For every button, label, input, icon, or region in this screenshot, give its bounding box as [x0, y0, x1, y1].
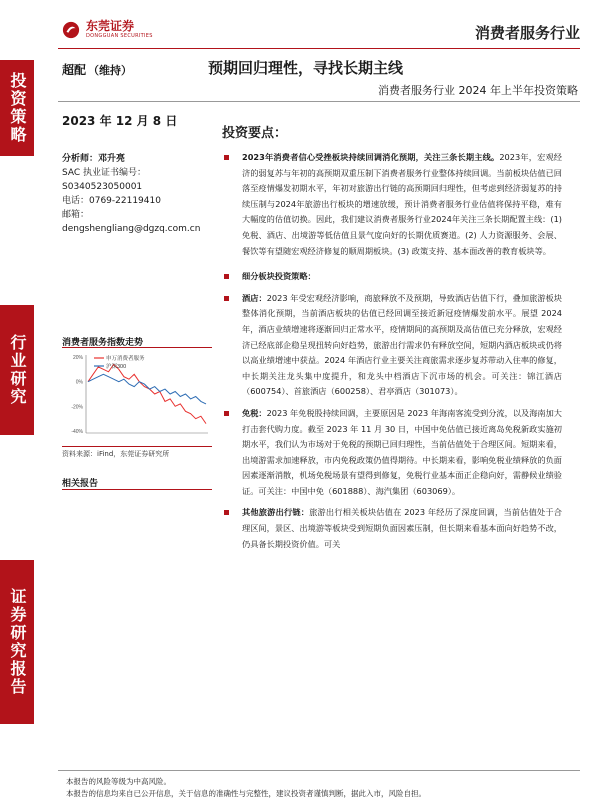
- analyst-email-label: 邮箱：: [62, 210, 90, 220]
- related-rule: [62, 489, 212, 490]
- y-tick-label: 20%: [72, 355, 83, 361]
- legend-label-2: 沪深300: [106, 364, 127, 370]
- section-segments: [218, 269, 562, 285]
- analyst-cert-label: SAC 执业证书编号：: [62, 168, 147, 178]
- legend: [94, 354, 145, 370]
- related-reports-heading: 相关报告: [62, 479, 99, 489]
- rating-note: （维持）: [88, 64, 133, 77]
- subsection-dutyfree: [218, 406, 562, 500]
- chart-title: 消费者服务指数走势: [62, 338, 144, 348]
- index-trend-chart: [62, 349, 212, 445]
- bullet-icon: [224, 510, 229, 515]
- chart-top-rule: [62, 347, 212, 348]
- bullet-icon: [224, 296, 229, 301]
- side-tab-label: 投资策略: [8, 72, 27, 144]
- chart-bottom-rule: [62, 446, 212, 447]
- analyst-email[interactable]: dengshengliang@dgzq.com.cn: [62, 224, 201, 234]
- side-tab-industry: [0, 305, 34, 435]
- bullet-icon: [224, 411, 229, 416]
- side-tab-report: [0, 560, 34, 724]
- investment-points-heading: 投资要点：: [222, 126, 288, 141]
- logo-cn-text: 东莞证券: [86, 19, 135, 33]
- bullet-icon: [224, 155, 229, 160]
- subsection-body: 旅游出行相关板块估值在 2023 年经历了深度回调，当前估值处于合理区间，景区、出境游等板块受到短期负面因素压制，但长期来看基本面向好趋势不改，仍具备长期投资价值。可关: [242, 507, 562, 549]
- report-title: 预期回归理性，寻找长期主线: [208, 59, 404, 77]
- side-tab-strategy: [0, 60, 34, 156]
- report-subtitle: 消费者服务行业 2024 年上半年投资策略: [378, 84, 578, 97]
- subsection-head: 免税：: [242, 407, 267, 418]
- analyst-info: [62, 152, 207, 236]
- legend-label-1: 申万消费者服务: [106, 356, 145, 362]
- y-tick-label: -40%: [71, 429, 83, 435]
- main-content: [218, 150, 562, 554]
- chart-source: 资料来源：iFind，东莞证券研究所: [62, 450, 170, 458]
- section-summary: [218, 150, 562, 259]
- subsection-head: 其他旅游出行链：: [242, 507, 310, 518]
- industry-name: 消费者服务行业: [474, 24, 580, 42]
- disclaimer-line-2: 本报告的信息均来自已公开信息，关于信息的准确性与完整性，建议投资者谨慎判断，据此入市，风险自担。: [66, 789, 426, 798]
- rating: [62, 61, 132, 78]
- analyst-name: 分析师：邓升亮: [62, 154, 126, 164]
- subsection-head: 酒店：: [242, 292, 267, 303]
- logo-icon: [62, 21, 80, 39]
- analyst-phone: 电话：0769-22119410: [62, 196, 161, 206]
- section-body: 2023年，宏观经济的弱复苏与年初的高预期双重压制下消费者服务行业整体持续回调。当前板块估值已回落至疫情爆发初期水平，年初对旅游出行链的高预期回归理性，但考虑到经济弱复苏的持续压制与2024年旅游出行板块的增速放缓，预计消费者服务行业估值将保持平稳，难有大幅度的估值切换。因此，我们建议消费者服务行业2024年关注三条长期配置主线：(1) 免税、酒店、出境游等低估值且景气度向好的长期优质赛道。(2) 人力资源服务、会展、餐饮等有望随宏观经济修复的顺周期板块。(3) 政策支持、基本面改善的教育板块等。: [242, 152, 562, 256]
- subtitle-divider: [58, 101, 580, 102]
- company-logo: [62, 20, 153, 39]
- subsection-body: 2023 年受宏观经济影响，商旅释放不及预期，导致酒店估值下行，叠加旅游板块整体消化预期，当前酒店板块的估值已经回调至接近新冠疫情爆发前水平。展望 2024 年，酒店业绩增速将逐渐回归正常水平，疫情期间的高预期及高估值已充分释放，宏观经济已经底部企稳呈现扭转向好趋势，旅游出行需求仍有释放空间，短期内酒店板块或仍将以高业绩增速中获益。2024 年酒店行业主要关注商旅需求逐步复苏带动入住率的修复，中长期关注龙头集中度提升，和龙头中档酒店下沉市场的机会。可关注：锦江酒店（600754）、首旅酒店（600258）、君亭酒店（301073）。: [242, 292, 562, 397]
- disclaimer: [66, 776, 426, 800]
- report-date: 2023 年 12 月 8 日: [62, 114, 178, 128]
- section-head: 2023年消费者信心受挫板块持续回调消化预期，关注三条长期主线。: [242, 152, 500, 162]
- analyst-cert-no: S0340523050001: [62, 182, 143, 192]
- subsection-hotel: [218, 291, 562, 400]
- series-line-1: [88, 364, 206, 423]
- subsection-body: 2023 年免税股持续回调，主要原因是 2023 年海南客流受到分流，以及海南加大打击套代购力度。截至 2023 年 11 月 30 日，中国中免估值已接近离岛免税新政实施初期水平，我们认为市场对于免税的预期已回归理性，当前估值处于合理区间。短期来看，出境游需求加速释放，市内免税政策仍值得期待。中长期来看，影响免税业绩释放的负面因素逐渐消散，机场免税场景有望得到修复，免税行业基本面正企稳向好，需静候业绩验证。可关注：中国中免（601888）、海汽集团（603069）。: [242, 407, 562, 496]
- y-tick-label: 0%: [75, 379, 83, 386]
- footer-divider: [58, 770, 580, 771]
- logo-en-text: DONGGUAN SECURITIES: [86, 33, 153, 39]
- rating-label: 超配: [62, 63, 87, 77]
- bullet-icon: [224, 274, 229, 279]
- header-divider: [58, 48, 580, 49]
- side-tab-label: 证券研究报告: [8, 588, 27, 696]
- disclaimer-line-1: 本报告的风险等级为中高风险。: [66, 777, 171, 786]
- y-tick-label: -20%: [71, 404, 83, 411]
- subsection-travel: [218, 505, 562, 552]
- section-head: 细分板块投资策略：: [242, 271, 316, 282]
- series-line-2: [88, 374, 206, 404]
- side-tab-label: 行业研究: [8, 334, 27, 406]
